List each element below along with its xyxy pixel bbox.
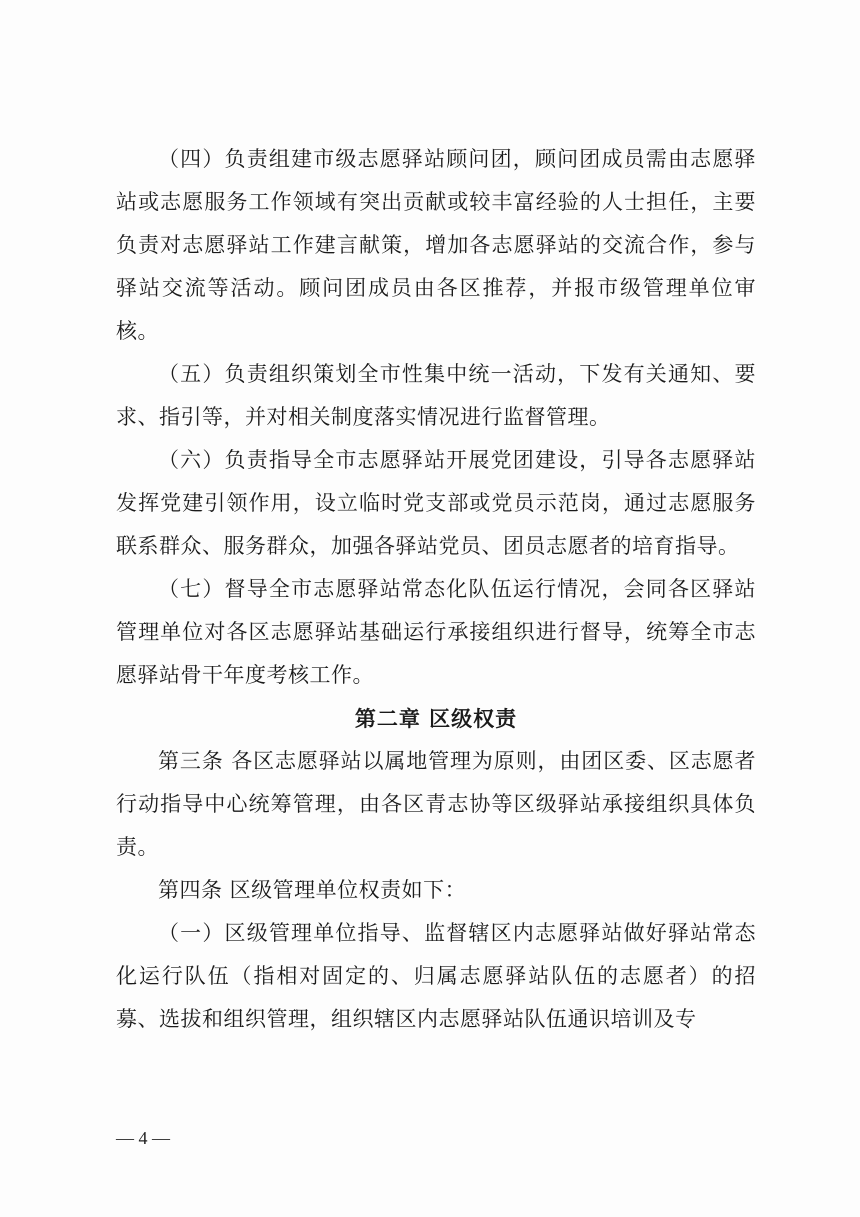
paragraph-item-4: （四）负责组建市级志愿驿站顾问团，顾问团成员需由志愿驿站或志愿服务工作领域有突出贡献或较丰富经验的人士担任，主要负责对志愿驿站工作建言献策，增加各志愿驿站的交流合作，参与驿站交流等活动。顾问团成员由各区推荐，并报市级管理单位审核。 — [116, 147, 756, 343]
chapter-heading: 第二章 区级权责 — [354, 706, 518, 731]
paragraph-item-5: （五）负责组织策划全市性集中统一活动，下发有关通知、要求、指引等，并对相关制度落实情况进行监督管理。 — [116, 362, 756, 429]
paragraph-item-7: （七）督导全市志愿驿站常态化队伍运行情况，会同各区驿站管理单位对各区志愿驿站基础运行承接组织进行督导，统筹全市志愿驿站骨干年度考核工作。 — [116, 577, 756, 687]
article-three: 第三条 各区志愿驿站以属地管理为原则，由团区委、区志愿者行动指导中心统筹管理，由各区青志协等区级驿站承接组织具体负责。 — [116, 749, 756, 859]
paragraph-item-1: （一）区级管理单位指导、监督辖区内志愿驿站做好驿站常态化运行队伍（指相对固定的、归属志愿驿站队伍的志愿者）的招募、选拔和组织管理，组织辖区内志愿驿站队伍通识培训及专 — [116, 921, 756, 1031]
article-four: 第四条 区级管理单位权责如下： — [158, 878, 467, 902]
document-body — [116, 138, 756, 1041]
paragraph-item-6: （六）负责指导全市志愿驿站开展党团建设，引导各志愿驿站发挥党建引领作用，设立临时党支部或党员示范岗，通过志愿服务联系群众、服务群众，加强各驿站党员、团员志愿者的培育指导。 — [116, 448, 756, 558]
page-number: — 4 — — [116, 1128, 170, 1148]
